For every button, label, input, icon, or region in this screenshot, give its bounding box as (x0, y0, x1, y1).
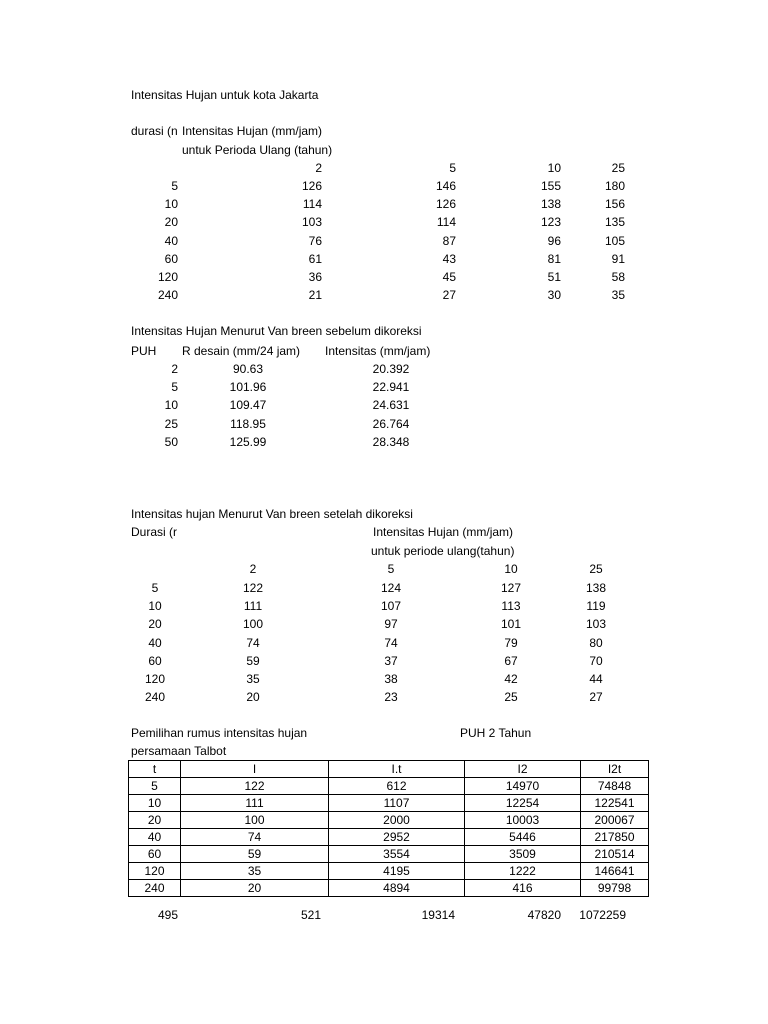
talbot-cell: 35 (181, 863, 329, 880)
section1-value-cell: 135 (604, 215, 625, 230)
section3-period-cell: 5 (387, 562, 395, 576)
section1-value-cell: 43 (442, 251, 456, 266)
section1-period-cell: 2 (315, 161, 322, 175)
talbot-cell: 20 (129, 812, 181, 829)
section3-value-cell: 127 (500, 581, 522, 595)
section3-durasi-cell: 5 (151, 581, 159, 595)
talbot-cell: 20 (181, 880, 329, 897)
talbot-row (129, 846, 649, 863)
section1-durasi-cell: 10 (164, 197, 178, 212)
talbot-cell: 200067 (581, 812, 649, 829)
section3-durasi-cell: 40 (148, 635, 162, 650)
talbot-cell: 12254 (465, 795, 581, 812)
section3-durasi-cell: 20 (148, 617, 162, 632)
section1-durasi-cell: 60 (164, 251, 178, 266)
section3-period-cell: 25 (589, 562, 603, 576)
talbot-cell: 612 (329, 778, 465, 795)
section1-value-cell: 126 (301, 179, 322, 193)
section1-value-cell: 156 (604, 197, 625, 212)
talbot-cell: 59 (181, 846, 329, 863)
section2-r-cell: 109.47 (229, 398, 267, 413)
section3-value-cell: 44 (589, 672, 603, 686)
section1-period-cell: 10 (547, 161, 561, 175)
talbot-total-cell: 1072259 (579, 908, 626, 922)
section3-value-cell: 74 (246, 635, 260, 650)
section3-value-cell: 119 (586, 599, 606, 614)
section1-value-cell: 35 (611, 288, 625, 303)
talbot-total-cell: 521 (300, 908, 321, 922)
section1-value-cell: 87 (442, 233, 456, 248)
section3-value-cell: 79 (504, 635, 518, 650)
section3-value-cell: 38 (384, 672, 398, 686)
section1-value-cell: 114 (302, 197, 322, 212)
section1-value-cell: 81 (547, 251, 561, 266)
talbot-cell: 74 (181, 829, 329, 846)
talbot-row (129, 880, 649, 897)
section1-value-cell: 30 (547, 288, 561, 303)
talbot-header-cell: I2 (465, 761, 581, 778)
section3-durasi-cell: 10 (148, 599, 162, 614)
section1-durasi-cell: 5 (171, 179, 178, 193)
talbot-cell: 14970 (465, 778, 581, 795)
talbot-cell: 4894 (329, 880, 465, 897)
section2-title: Intensitas Hujan Menurut Van breen sebelum dikoreksi (131, 324, 422, 338)
talbot-cell: 10003 (465, 812, 581, 829)
section2-i-cell: 24.631 (372, 398, 410, 413)
section1-value-cell: 91 (611, 251, 625, 266)
talbot-row (129, 863, 649, 880)
section3-value-cell: 113 (501, 599, 521, 614)
talbot-cell: 416 (465, 880, 581, 897)
section3-durasi-cell: 120 (144, 672, 166, 686)
section1-value-cell: 76 (308, 233, 322, 248)
section1-period-header: untuk Perioda Ulang (tahun) (182, 143, 333, 157)
section3-value-cell: 27 (589, 690, 603, 705)
section3-value-cell: 74 (384, 635, 398, 650)
section3-value-cell: 138 (585, 581, 607, 595)
talbot-cell: 2952 (329, 829, 465, 846)
section3-value-cell: 107 (380, 599, 402, 614)
section2-puh-cell: 10 (164, 398, 178, 413)
talbot-total-cell: 495 (157, 908, 178, 922)
section1-value-cell: 96 (547, 233, 561, 248)
section1-value-cell: 105 (604, 233, 625, 248)
section1-durasi-cell: 120 (157, 270, 178, 284)
section1-durasi-cell: 40 (164, 233, 178, 248)
section2-i-cell: 22.941 (372, 380, 410, 395)
section3-value-cell: 122 (242, 581, 264, 595)
section1-value-cell: 126 (435, 197, 456, 212)
section3-value-cell: 35 (246, 672, 260, 686)
talbot-header-row (129, 761, 649, 778)
talbot-cell: 3509 (465, 846, 581, 863)
section1-period-cell: 5 (449, 161, 456, 175)
section2-puh-cell: 25 (164, 416, 178, 431)
section2-puh-cell: 5 (171, 380, 178, 395)
section1-value-cell: 114 (436, 215, 456, 230)
section3-durasi-cell: 240 (144, 690, 166, 705)
talbot-cell: 5 (129, 778, 181, 795)
section1-value-cell: 146 (435, 179, 456, 193)
section2-i-cell: 20.392 (372, 362, 410, 376)
section3-durasi-header: Durasi (r (131, 525, 178, 539)
talbot-cell: 3554 (329, 846, 465, 863)
section3-value-cell: 103 (585, 617, 607, 632)
section1-value-cell: 36 (308, 270, 322, 284)
section3-value-cell: 59 (246, 653, 260, 668)
talbot-table (128, 760, 649, 897)
talbot-cell: 4195 (329, 863, 465, 880)
section3-value-cell: 25 (504, 690, 518, 705)
section2-puh-cell: 50 (164, 434, 178, 449)
section3-value-cell: 124 (380, 581, 402, 595)
talbot-row (129, 829, 649, 846)
section2-i-cell: 26.764 (372, 416, 410, 431)
section1-value-cell: 123 (540, 215, 561, 230)
talbot-cell: 100 (181, 812, 329, 829)
talbot-cell: 10 (129, 795, 181, 812)
section3-value-cell: 67 (504, 653, 518, 668)
section1-durasi-cell: 20 (164, 215, 178, 230)
talbot-row (129, 812, 649, 829)
talbot-cell: 240 (129, 880, 181, 897)
talbot-cell: 210514 (581, 846, 649, 863)
talbot-header-cell: I.t (329, 761, 465, 778)
section4-puh-label: PUH 2 Tahun (460, 726, 532, 740)
talbot-cell: 99798 (581, 880, 649, 897)
section1-value-cell: 58 (611, 270, 625, 284)
talbot-cell: 217850 (581, 829, 649, 846)
section3-durasi-cell: 60 (148, 653, 162, 668)
section2-r-cell: 90.63 (232, 362, 264, 376)
section3-period-cell: 2 (249, 562, 257, 576)
section1-value-cell: 21 (308, 288, 322, 303)
section2-i-cell: 28.348 (372, 434, 410, 449)
section2-r-header: R desain (mm/24 jam) (182, 344, 301, 358)
talbot-cell: 111 (181, 795, 329, 812)
talbot-row (129, 795, 649, 812)
section2-r-cell: 125.99 (229, 434, 267, 449)
talbot-cell: 120 (129, 863, 181, 880)
section2-r-cell: 118.95 (230, 416, 266, 431)
section1-value-cell: 103 (301, 215, 322, 230)
section1-intensity-header: Intensitas Hujan (mm/jam) (182, 124, 323, 138)
section1-durasi-header: durasi (n (131, 124, 178, 138)
section2-puh-cell: 2 (171, 362, 178, 376)
talbot-cell: 2000 (329, 812, 465, 829)
talbot-row (129, 778, 649, 795)
talbot-cell: 1222 (465, 863, 581, 880)
section1-value-cell: 138 (540, 197, 561, 212)
section3-value-cell: 101 (500, 617, 522, 632)
talbot-cell: 60 (129, 846, 181, 863)
section2-i-header: Intensitas (mm/jam) (325, 344, 431, 358)
talbot-cell: 122541 (581, 795, 649, 812)
section1-value-cell: 45 (442, 270, 456, 284)
section3-value-cell: 20 (246, 690, 260, 705)
section2-puh-header: PUH (131, 344, 157, 358)
section3-title: Intensitas hujan Menurut Van breen setelah dikoreksi (131, 507, 413, 521)
talbot-cell: 122 (181, 778, 329, 795)
section3-value-cell: 80 (589, 635, 603, 650)
talbot-cell: 40 (129, 829, 181, 846)
section3-intensity-header: Intensitas Hujan (mm/jam) (373, 525, 514, 539)
section1-value-cell: 180 (604, 179, 625, 193)
section3-value-cell: 70 (589, 653, 603, 668)
section3-value-cell: 100 (242, 617, 264, 632)
talbot-cell: 146641 (581, 863, 649, 880)
talbot-header-cell: I (181, 761, 329, 778)
talbot-header-cell: I2t (581, 761, 649, 778)
talbot-total-cell: 47820 (527, 908, 561, 922)
talbot-cell: 1107 (329, 795, 465, 812)
section4-subtitle: persamaan Talbot (131, 744, 227, 758)
section3-period-cell: 10 (504, 562, 518, 576)
section1-value-cell: 155 (540, 179, 561, 193)
section3-value-cell: 37 (384, 653, 398, 668)
section1-title: Intensitas Hujan untuk kota Jakarta (131, 88, 319, 102)
section1-period-cell: 25 (611, 161, 625, 175)
section1-value-cell: 51 (547, 270, 561, 284)
section2-r-cell: 101.96 (229, 380, 267, 395)
talbot-total-cell: 19314 (421, 908, 455, 922)
section3-period-header: untuk periode ulang(tahun) (371, 544, 515, 558)
section3-value-cell: 111 (243, 599, 263, 614)
section3-value-cell: 23 (384, 690, 398, 705)
talbot-header-cell: t (129, 761, 181, 778)
section3-value-cell: 42 (504, 672, 518, 686)
section4-title: Pemilihan rumus intensitas hujan (131, 726, 308, 740)
section1-durasi-cell: 240 (157, 288, 178, 303)
talbot-cell: 74848 (581, 778, 649, 795)
talbot-cell: 5446 (465, 829, 581, 846)
section1-value-cell: 27 (442, 288, 456, 303)
section1-value-cell: 61 (308, 251, 322, 266)
section3-value-cell: 97 (384, 617, 398, 632)
